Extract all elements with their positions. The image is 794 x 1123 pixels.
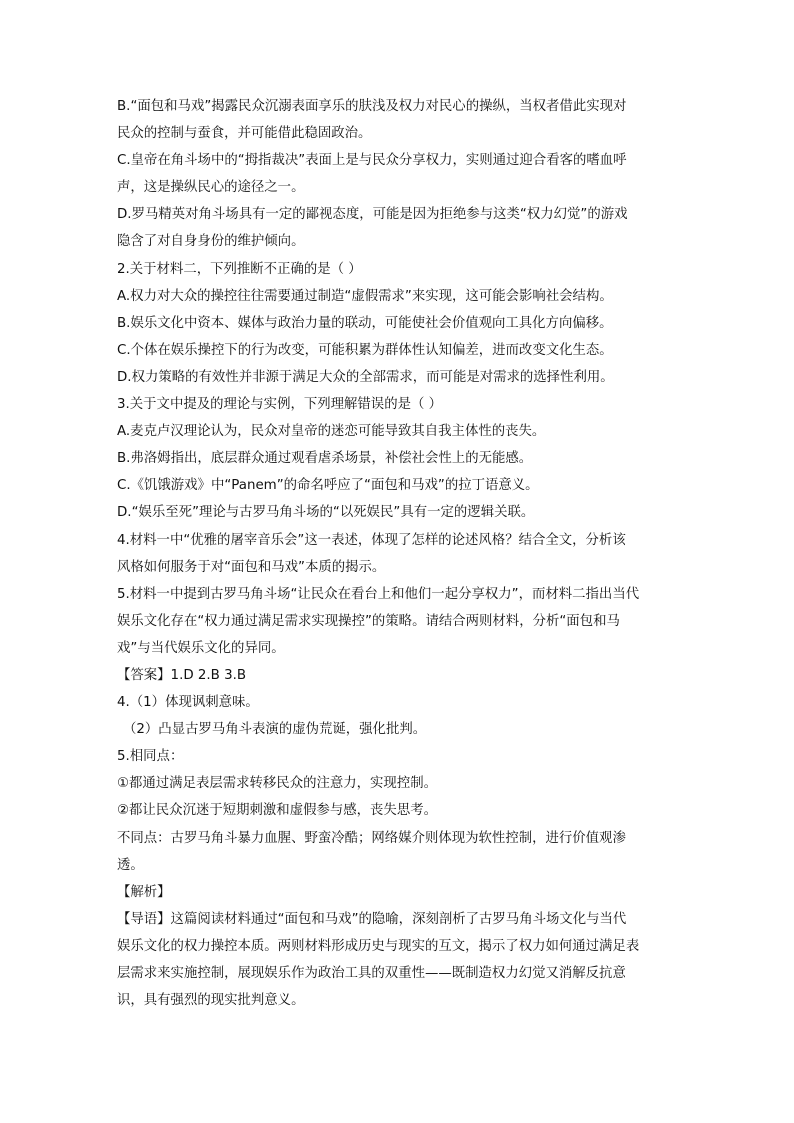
question-2-option-b: B.娱乐文化中资本、媒体与政治力量的联动，可能使社会价值观向工具化方向偏移。 — [117, 315, 613, 331]
question-5-line-2: 娱乐文化存在“权力通过满足需求实现操控”的策略。请结合两则材料，分析“面包和马 — [117, 613, 620, 629]
question-3-option-a: A.麦克卢汉理论认为，民众对皇帝的迷恋可能导致其自我主体性的丧失。 — [117, 424, 546, 440]
option-b-line-2: 民众的控制与蚕食，并可能借此稳固政治。 — [117, 126, 372, 142]
document-page — [117, 93, 685, 1014]
answer-4-part-2: （2）凸显古罗马角斗表演的虚伪荒诞，强化批判。 — [123, 722, 427, 738]
answer-5-heading: 5.相同点： — [117, 749, 184, 765]
question-5-line-3: 戏”与当代娱乐文化的异同。 — [117, 640, 285, 656]
question-4-line-1: 4.材料一中“优雅的屠宰音乐会”这一表述，体现了怎样的论述风格？结合全文，分析该 — [117, 532, 626, 548]
question-2: 2.关于材料二，下列推断不正确的是（ ） — [117, 261, 362, 277]
intro-line-3: 层需求来实施控制，展现娱乐作为政治工具的双重性——既制造权力幻觉又消解反抗意 — [117, 966, 626, 981]
question-3-option-b: B.弗洛姆指出，底层群众通过观看虐杀场景，补偿社会性上的无能感。 — [117, 451, 533, 467]
answer-5-difference-line-2: 透。 — [117, 857, 144, 873]
option-c-line-1: C.皇帝在角斗场中的“拇指裁决”表面上是与民众分享权力，实则通过迎合看客的嗜血呼 — [117, 153, 627, 169]
option-b-line-1: B.“面包和马戏”揭露民众沉溺表面享乐的肤浅及权力对民心的操纵，当权者借此实现对 — [117, 99, 627, 114]
intro-line-4: 识，具有强烈的现实批判意义。 — [117, 993, 305, 1009]
question-3-option-d: D.“娱乐至死”理论与古罗马角斗场的“以死娱民”具有一定的逻辑关联。 — [117, 505, 535, 521]
answer-4-part-1: 4.（1）体现讽刺意味。 — [117, 695, 259, 711]
answer-5-difference-line-1: 不同点：古罗马角斗暴力血腥、野蛮冷酷；网络媒介则体现为软性控制，进行价值观渗 — [117, 830, 626, 846]
question-2-option-c: C.个体在娱乐操控下的行为改变，可能积累为群体性认知偏差，进而改变文化生态。 — [117, 342, 613, 358]
question-3: 3.关于文中提及的理论与实例，下列理解错误的是（ ） — [117, 397, 443, 413]
question-5-line-1: 5.材料一中提到古罗马角斗场“让民众在看台上和他们一起分享权力”，而材料二指出当代 — [117, 586, 640, 602]
question-3-option-c: C.《饥饿游戏》中“Panem”的命名呼应了“面包和马戏”的拉丁语意义。 — [117, 478, 539, 494]
question-4-line-2: 风格如何服务于对“面包和马戏”本质的揭示。 — [117, 559, 386, 575]
intro-line-2: 娱乐文化的权力操控本质。两则材料形成历史与现实的互文，揭示了权力如何通过满足表 — [117, 938, 640, 954]
intro-line-1: 【导语】这篇阅读材料通过“面包和马戏”的隐喻，深刻剖析了古罗马角斗场文化与当代 — [117, 911, 627, 927]
question-2-option-d: D.权力策略的有效性并非源于满足大众的全部需求，而可能是对需求的选择性利用。 — [117, 369, 614, 385]
analysis-heading: 【解析】 — [117, 884, 171, 900]
answer-5-similarity-1: ①都通过满足表层需求转移民众的注意力，实现控制。 — [117, 776, 437, 792]
question-2-option-a: A.权力对大众的操控往往需要通过制造“虚假需求”来实现，这可能会影响社会结构。 — [117, 288, 613, 304]
option-d-line-2: 隐含了对自身身份的维护倾向。 — [117, 234, 305, 250]
answer-5-similarity-2: ②都让民众沉迷于短期刺激和虚假参与感，丧失思考。 — [117, 803, 437, 819]
answer-line: 【答案】1.D 2.B 3.B — [117, 667, 247, 683]
option-d-line-1: D.罗马精英对角斗场具有一定的鄙视态度，可能是因为拒绝参与这类“权力幻觉”的游戏 — [117, 207, 628, 223]
option-c-line-2: 声，这是操纵民心的途径之一。 — [117, 180, 305, 196]
